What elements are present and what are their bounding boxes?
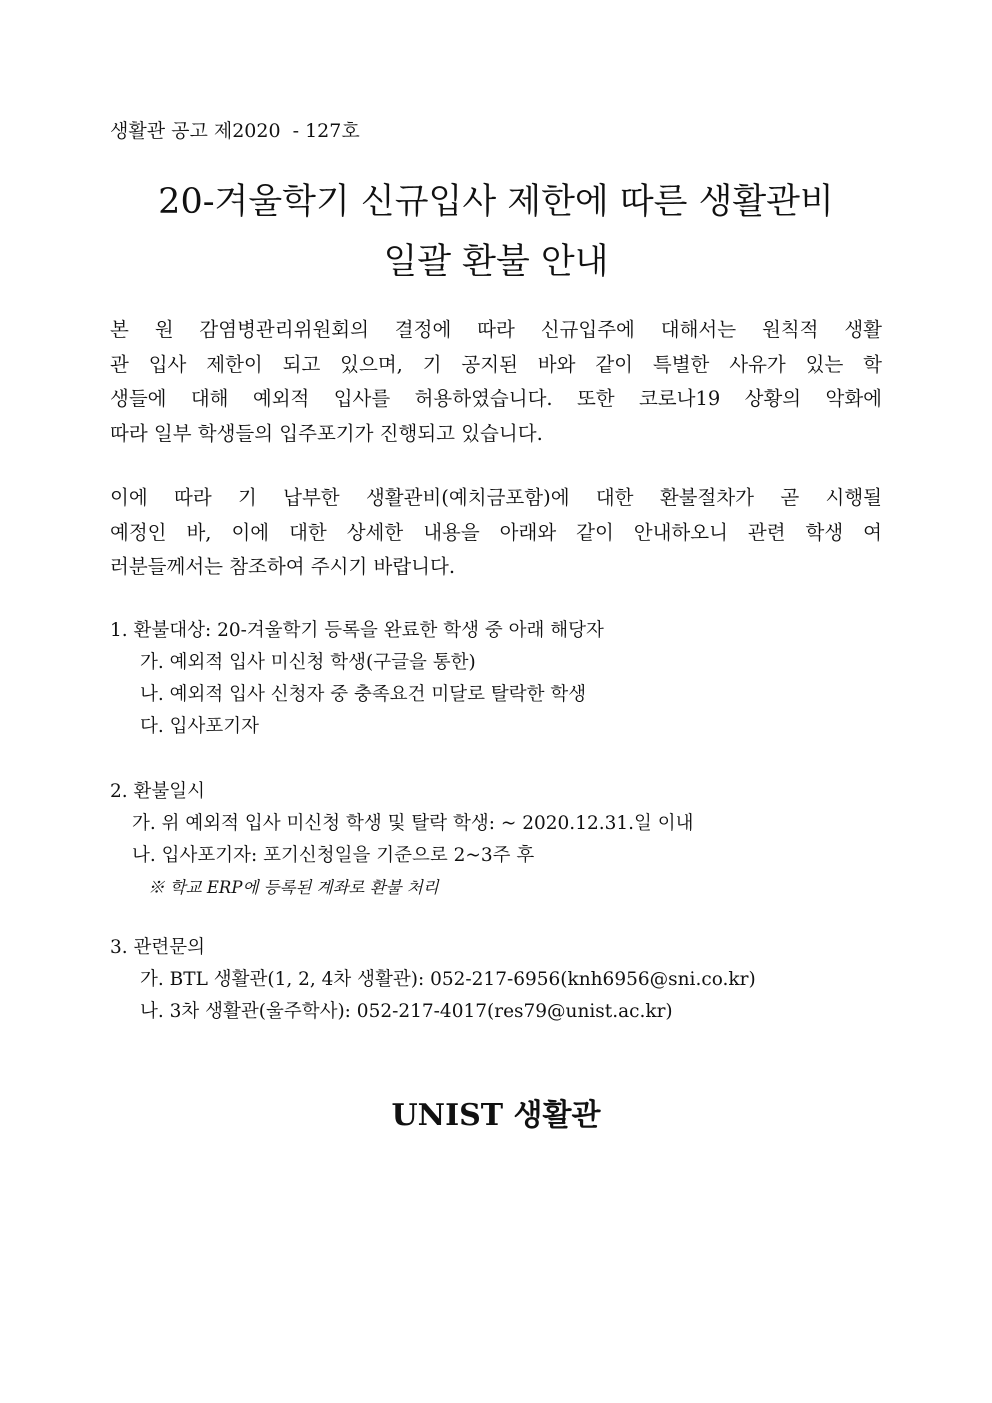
refund-paragraph bbox=[110, 481, 882, 585]
refund-note: ※ 학교 ERP에 등록된 계좌로 환불 처리 bbox=[148, 878, 439, 897]
list-item: 나. 예외적 입사 신청자 중 충족요건 미달로 탈락한 학생 bbox=[140, 684, 587, 705]
paragraph-line: 이에 따라 기 납부한 생활관비(예치금포함)에 대한 환불절차가 곧 시행될 bbox=[110, 486, 882, 509]
paragraph-line: 러분들께서는 참조하여 주시기 바랍니다. bbox=[110, 555, 456, 578]
list-item: 가. BTL 생활관(1, 2, 4차 생활관): 052-217-6956(knh6956@sni.co.kr) bbox=[140, 969, 756, 990]
paragraph-line: 따라 일부 학생들의 입주포기가 진행되고 있습니다. bbox=[110, 421, 543, 445]
list-item: 나. 입사포기자: 포기신청일을 기준으로 2~3주 후 bbox=[132, 845, 535, 866]
paragraph-line: 관 입사 제한이 되고 있으며, 기 공지된 바와 같이 특별한 사유가 있는 학 bbox=[110, 352, 882, 376]
title-line-2: 일괄 환불 안내 bbox=[383, 242, 609, 282]
document-title bbox=[0, 172, 992, 292]
paragraph-line: 본 원 감염병관리위원회의 결정에 따라 신규입주에 대해서는 원칙적 생활 bbox=[110, 318, 882, 341]
section-refund-date bbox=[110, 776, 694, 904]
paragraph-line: 예정인 바, 이에 대한 상세한 내용을 아래와 같이 안내하오니 관련 학생 여 bbox=[110, 520, 882, 544]
list-item: 나. 3차 생활관(울주학사): 052-217-4017(res79@unist.ac.kr) bbox=[140, 1001, 673, 1022]
list-item: 다. 입사포기자 bbox=[140, 716, 259, 737]
paragraph-line: 생들에 대해 예외적 입사를 허용하였습니다. 또한 코로나19 상황의 악화에 bbox=[110, 387, 882, 410]
list-item: 가. 예외적 입사 미신청 학생(구글을 통한) bbox=[140, 652, 476, 673]
section-contact bbox=[110, 932, 756, 1028]
section-heading: 2. 환불일시 bbox=[110, 781, 206, 802]
section-refund-target bbox=[110, 615, 604, 743]
issuer-signature: UNIST 생활관 bbox=[391, 1098, 601, 1133]
section-heading: 3. 관련문의 bbox=[110, 937, 206, 958]
notice-number: 생활관 공고 제2020 - 127호 bbox=[110, 120, 360, 142]
list-item: 가. 위 예외적 입사 미신청 학생 및 탈락 학생: ~ 2020.12.31.일 이내 bbox=[132, 813, 694, 834]
intro-paragraph bbox=[110, 313, 882, 451]
title-line-1: 20-겨울학기 신규입사 제한에 따른 생활관비 bbox=[158, 182, 834, 222]
section-heading: 1. 환불대상: 20-겨울학기 등록을 완료한 학생 중 아래 해당자 bbox=[110, 620, 604, 641]
